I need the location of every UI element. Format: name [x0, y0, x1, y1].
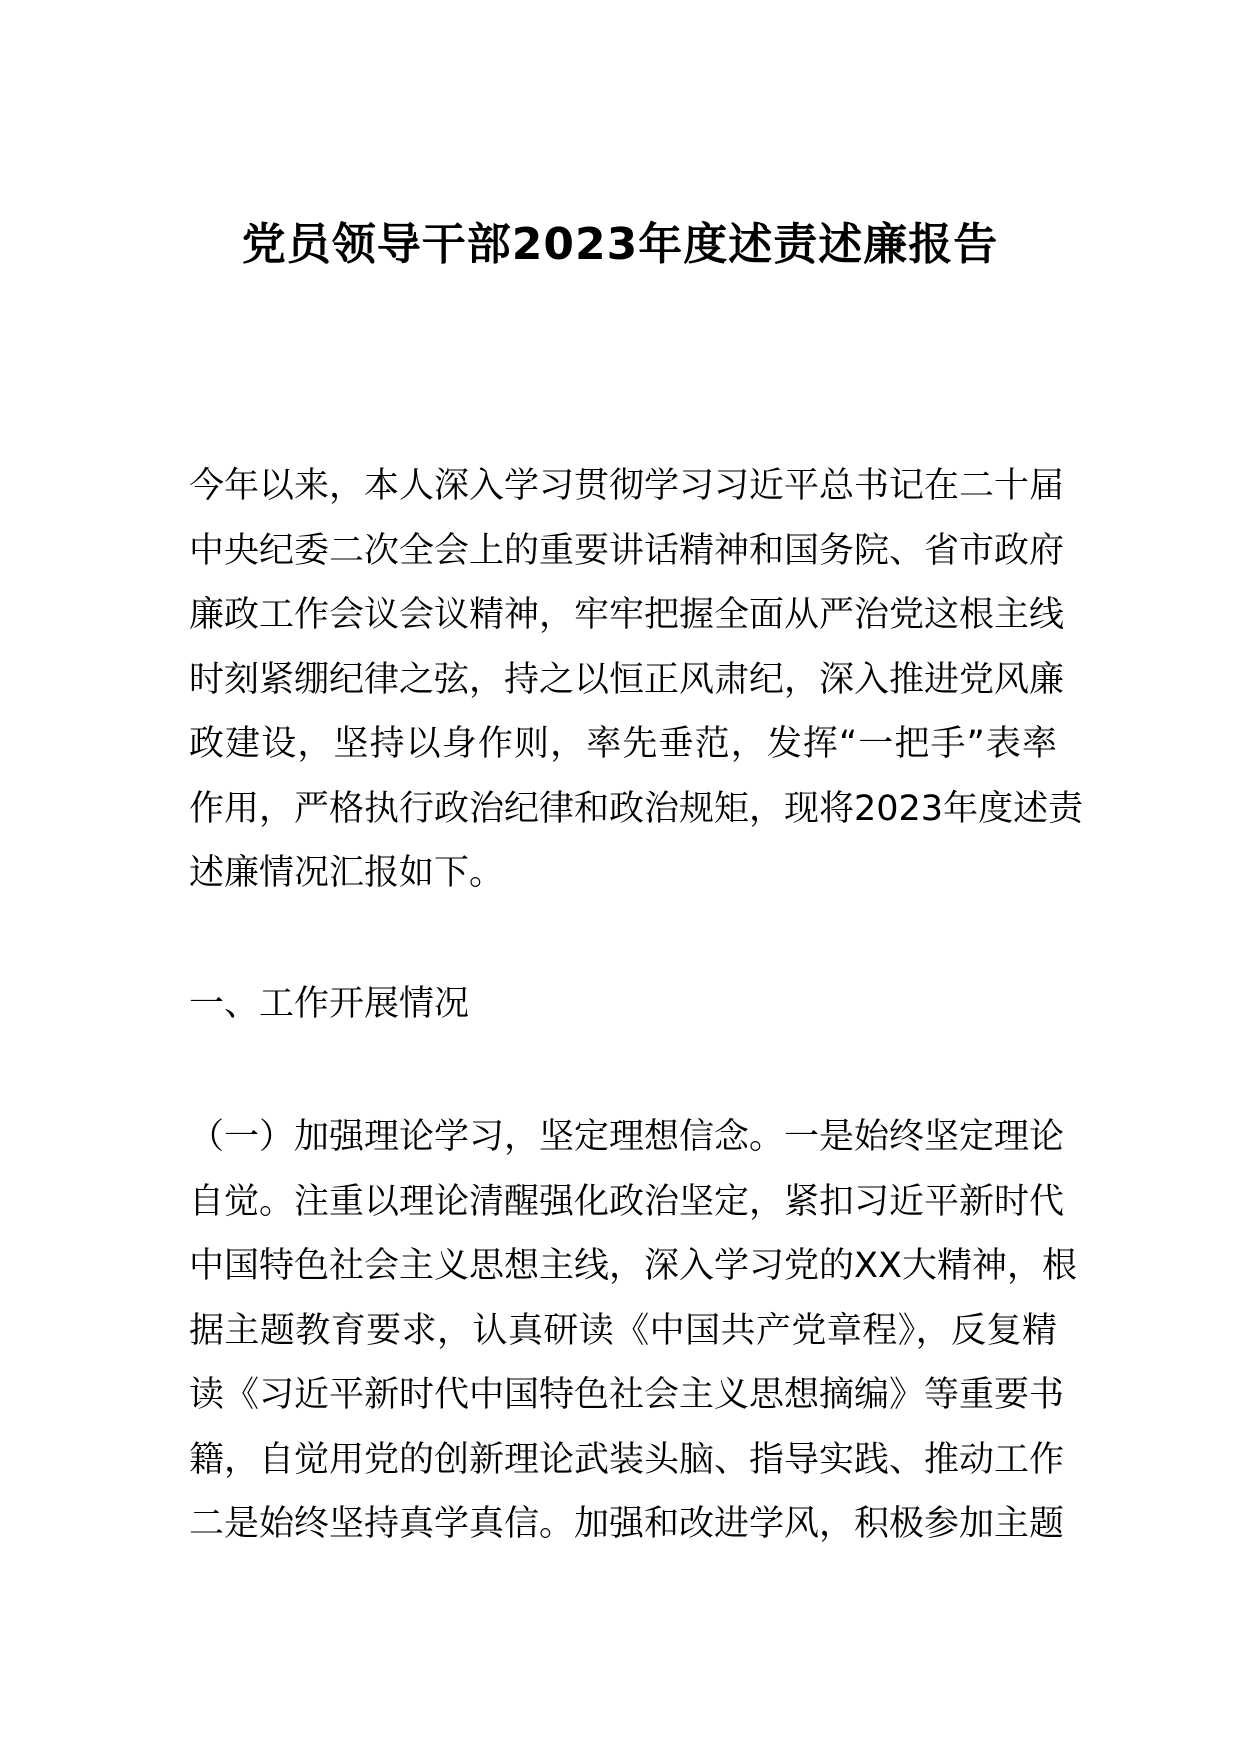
text-line: 作用，严格执行政治纪律和政治规矩，现将2023年度述责 — [189, 788, 1084, 829]
text-line: （一）加强理论学习，坚定理想信念。一是始终坚定理论 — [189, 1117, 1065, 1157]
text-line: 二是始终坚持真学真信。加强和改进学风，积极参加主题 — [189, 1504, 1065, 1544]
text-line: 中央纪委二次全会上的重要讲话精神和国务院、省市政府 — [189, 530, 1065, 571]
document-title: 党员领导干部2023年度述责述廉报告 — [241, 219, 999, 270]
section-paragraph — [189, 1105, 1077, 1557]
text-line: 今年以来，本人深入学习贯彻学习习近平总书记在二十届 — [189, 466, 1065, 506]
section-heading — [189, 972, 1057, 1037]
text-line: 读《习近平新时代中国特色社会主义思想摘编》等重要书 — [189, 1375, 1065, 1415]
text-line: 述廉情况汇报如下。 — [189, 853, 505, 893]
text-line: 时刻紧绷纪律之弦，持之以恒正风肃纪，深入推进党风廉 — [189, 659, 1065, 700]
text-line: 自觉。注重以理论清醒强化政治坚定，紧扣习近平新时代 — [189, 1181, 1065, 1222]
text-line: 籍，自觉用党的创新理论武装头脑、指导实践、推动工作 — [189, 1439, 1065, 1480]
text-line: 据主题教育要求，认真研读《中国共产党章程》，反复精 — [189, 1310, 1057, 1351]
text-line: 中国特色社会主义思想主线，深入学习党的XX大精神，根 — [189, 1246, 1077, 1286]
text-line: 廉政工作会议会议精神，牢牢把握全面从严治党这根主线 — [189, 595, 1065, 635]
intro-paragraph — [189, 454, 1084, 906]
heading-text: 一、工作开展情况 — [189, 984, 470, 1024]
text-line: 政建设，坚持以身作则，率先垂范，发挥“一把手”表率 — [189, 724, 1057, 764]
